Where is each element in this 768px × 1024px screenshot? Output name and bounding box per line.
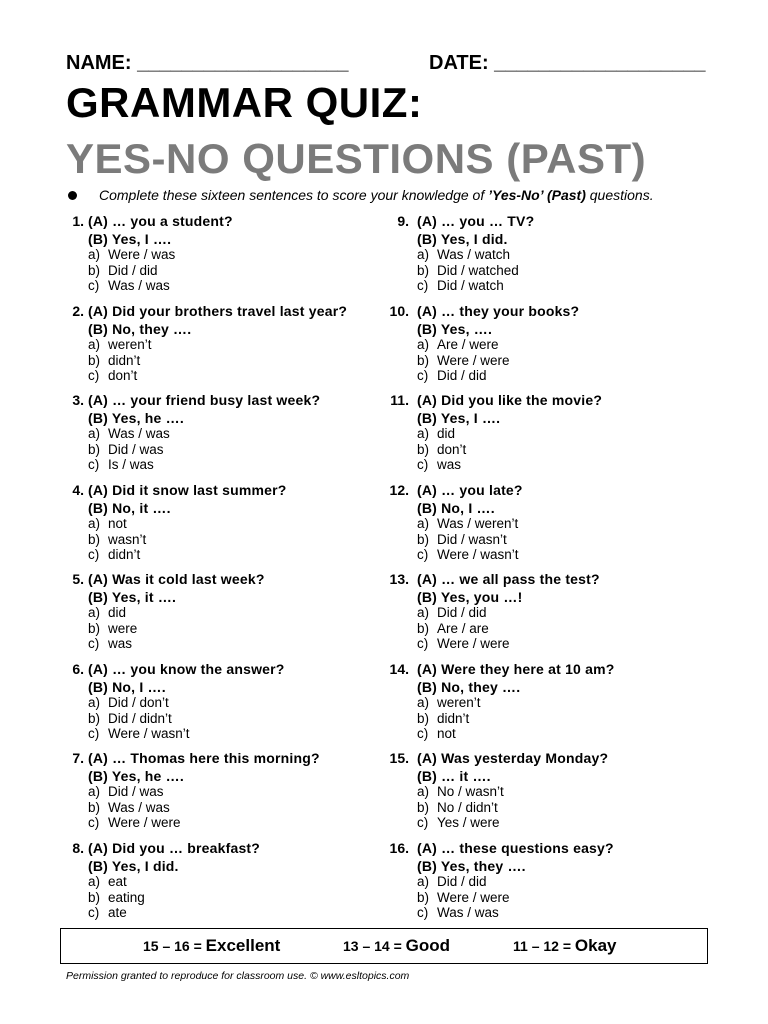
option-letter: b) bbox=[88, 531, 101, 547]
option-letter: b) bbox=[417, 620, 430, 636]
answer-option[interactable] bbox=[88, 442, 320, 458]
option-text: Did / don’t bbox=[108, 695, 169, 710]
answer-option[interactable] bbox=[417, 874, 614, 890]
option-text: Are / were bbox=[437, 337, 499, 352]
option-text: Was / was bbox=[108, 799, 170, 815]
option-text: were bbox=[108, 620, 138, 636]
option-text: Was / was bbox=[437, 905, 499, 920]
answer-option[interactable] bbox=[88, 532, 287, 548]
option-letter: a) bbox=[88, 426, 101, 441]
option-text: eating bbox=[108, 889, 145, 905]
option-letter: a) bbox=[88, 695, 101, 710]
question-prompt: (A) … you know the answer? bbox=[88, 661, 285, 677]
question-number: 10. bbox=[389, 303, 409, 319]
answer-option[interactable] bbox=[88, 547, 287, 563]
option-letter: a) bbox=[417, 516, 430, 531]
option-letter: c) bbox=[88, 278, 100, 293]
option-text: Was / watch bbox=[437, 247, 511, 262]
option-letter: c) bbox=[417, 278, 429, 293]
question-prompt: (A) … you a student? bbox=[88, 213, 233, 229]
option-letter: b) bbox=[417, 889, 430, 905]
option-letter: b) bbox=[88, 799, 101, 815]
answer-option[interactable] bbox=[417, 547, 523, 563]
option-letter: a) bbox=[88, 337, 101, 352]
option-text: don’t bbox=[108, 368, 138, 383]
answer-option[interactable] bbox=[417, 605, 600, 621]
question-prompt: (A) Did you … breakfast? bbox=[88, 840, 261, 856]
option-letter: b) bbox=[88, 620, 101, 636]
option-text: weren’t bbox=[108, 337, 152, 352]
question-number: 4. bbox=[72, 482, 84, 498]
question-response: (B) No, I …. bbox=[88, 678, 166, 695]
answer-option[interactable] bbox=[88, 457, 320, 473]
question-prompt: (A) … these questions easy? bbox=[417, 840, 614, 856]
answer-option[interactable] bbox=[417, 516, 523, 532]
answer-option[interactable] bbox=[417, 337, 579, 353]
instructions-text-before: Complete these sixteen sentences to score your knowledge of bbox=[99, 187, 489, 203]
question-prompt: (A) Were they here at 10 am? bbox=[417, 661, 615, 677]
question-prompt: (A) Did it snow last summer? bbox=[88, 482, 287, 498]
option-letter: a) bbox=[417, 605, 430, 620]
answer-option[interactable] bbox=[88, 636, 265, 652]
option-letter: a) bbox=[417, 247, 430, 262]
option-text: Did / didn’t bbox=[108, 710, 172, 726]
answer-option[interactable] bbox=[88, 368, 347, 384]
question-response: (B) No, it …. bbox=[88, 499, 171, 516]
instructions bbox=[66, 186, 706, 204]
page-subtitle: YES-NO QUESTIONS (PAST) bbox=[66, 135, 647, 182]
option-letter: b) bbox=[417, 531, 430, 547]
option-text: not bbox=[108, 516, 127, 531]
option-letter: b) bbox=[88, 441, 101, 457]
answer-option[interactable] bbox=[88, 874, 260, 890]
answer-option[interactable] bbox=[88, 800, 320, 816]
answer-option[interactable] bbox=[417, 426, 602, 442]
option-text: Were / were bbox=[437, 352, 510, 368]
score-box bbox=[60, 928, 708, 964]
question-number: 5. bbox=[72, 571, 84, 587]
answer-option[interactable] bbox=[417, 621, 600, 637]
option-letter: b) bbox=[417, 352, 430, 368]
option-text: Are / are bbox=[437, 620, 489, 636]
option-text: Is / was bbox=[108, 457, 154, 472]
option-text: No / wasn’t bbox=[437, 784, 504, 799]
score-label: Excellent bbox=[205, 936, 281, 955]
question-number: 7. bbox=[72, 750, 84, 766]
question-prompt: (A) … your friend busy last week? bbox=[88, 392, 321, 408]
option-text: Were / wasn’t bbox=[437, 547, 519, 562]
option-letter: b) bbox=[417, 441, 430, 457]
option-text: was bbox=[108, 636, 133, 651]
option-text: Were / were bbox=[437, 636, 510, 651]
instructions-emphasis: ’Yes-No’ (Past) bbox=[488, 187, 586, 203]
question-response: (B) … it …. bbox=[417, 767, 491, 784]
score-okay bbox=[513, 936, 617, 956]
option-text: Did / was bbox=[108, 441, 164, 457]
answer-option[interactable] bbox=[88, 711, 285, 727]
option-letter: b) bbox=[88, 889, 101, 905]
answer-option[interactable] bbox=[417, 636, 600, 652]
option-text: Did / did bbox=[108, 262, 158, 278]
option-letter: c) bbox=[417, 636, 429, 651]
option-text: Did / wasn’t bbox=[437, 531, 507, 547]
option-letter: c) bbox=[88, 636, 100, 651]
option-text: Did / watched bbox=[437, 262, 519, 278]
question-number: 11. bbox=[390, 392, 409, 408]
question-response: (B) No, they …. bbox=[88, 320, 192, 337]
answer-option[interactable] bbox=[88, 337, 347, 353]
answer-option[interactable] bbox=[417, 784, 608, 800]
answer-option[interactable] bbox=[88, 784, 320, 800]
answer-option[interactable] bbox=[417, 442, 602, 458]
answer-option[interactable] bbox=[417, 457, 602, 473]
option-letter: c) bbox=[417, 905, 429, 920]
question-response: (B) Yes, I did. bbox=[417, 230, 508, 247]
score-excellent bbox=[143, 936, 280, 956]
option-text: Did / did bbox=[437, 874, 487, 889]
score-range: 11 – 12 = bbox=[513, 938, 572, 954]
option-text: don’t bbox=[437, 441, 467, 457]
option-text: Was / weren’t bbox=[437, 516, 519, 531]
question-prompt: (A) … you … TV? bbox=[417, 213, 535, 229]
score-label: Good bbox=[405, 936, 451, 955]
question-prompt: (A) Did you like the movie? bbox=[417, 392, 603, 408]
question-response: (B) Yes, you …! bbox=[417, 588, 523, 605]
option-text: not bbox=[437, 726, 456, 741]
option-letter: b) bbox=[88, 352, 101, 368]
answer-option[interactable] bbox=[417, 368, 579, 384]
score-range: 15 – 16 = bbox=[143, 938, 202, 954]
answer-option[interactable] bbox=[417, 695, 615, 711]
answer-option[interactable] bbox=[88, 695, 285, 711]
name-field-label: NAME: ___________________ bbox=[66, 52, 349, 74]
option-text: ate bbox=[108, 905, 127, 920]
question-number: 16. bbox=[389, 840, 409, 856]
answer-option[interactable] bbox=[417, 263, 534, 279]
instructions-text-after: questions. bbox=[585, 187, 654, 203]
answer-option[interactable] bbox=[417, 890, 614, 906]
option-letter: c) bbox=[417, 457, 429, 472]
answer-option[interactable] bbox=[417, 353, 579, 369]
answer-option[interactable] bbox=[417, 800, 608, 816]
question-response: (B) No, they …. bbox=[417, 678, 521, 695]
option-text: was bbox=[437, 457, 462, 472]
option-letter: a) bbox=[417, 426, 430, 441]
option-letter: b) bbox=[88, 262, 101, 278]
answer-option[interactable] bbox=[417, 815, 608, 831]
option-letter: b) bbox=[417, 710, 430, 726]
question-number: 2. bbox=[72, 303, 84, 319]
answer-option[interactable] bbox=[417, 711, 615, 727]
option-letter: c) bbox=[88, 815, 100, 830]
question-response: (B) Yes, I …. bbox=[88, 230, 172, 247]
answer-option[interactable] bbox=[88, 247, 233, 263]
option-text: eat bbox=[108, 874, 127, 889]
option-text: didn’t bbox=[108, 547, 141, 562]
option-letter: b) bbox=[88, 710, 101, 726]
question-response: (B) Yes, I …. bbox=[417, 409, 501, 426]
option-text: Did / watch bbox=[437, 278, 504, 293]
answer-option[interactable] bbox=[88, 278, 233, 294]
option-letter: c) bbox=[88, 547, 100, 562]
option-text: Did / did bbox=[437, 368, 487, 383]
score-label: Okay bbox=[574, 936, 617, 955]
question-number: 14. bbox=[389, 661, 409, 677]
answer-option[interactable] bbox=[88, 815, 320, 831]
option-letter: c) bbox=[88, 726, 100, 741]
answer-option[interactable] bbox=[417, 905, 614, 921]
option-letter: c) bbox=[88, 457, 100, 472]
question-number: 15. bbox=[389, 750, 409, 766]
question-response: (B) Yes, I did. bbox=[88, 857, 179, 874]
option-letter: a) bbox=[88, 247, 101, 262]
question-number: 13. bbox=[389, 571, 409, 587]
page-title: GRAMMAR QUIZ: bbox=[66, 79, 423, 126]
question-prompt: (A) Was yesterday Monday? bbox=[417, 750, 609, 766]
question-number: 9. bbox=[397, 213, 409, 229]
option-letter: c) bbox=[417, 368, 429, 383]
footer-permission: Permission granted to reproduce for classroom use. © www.esltopics.com bbox=[66, 970, 410, 982]
question-number: 12. bbox=[389, 482, 409, 498]
option-text: did bbox=[108, 605, 127, 620]
option-letter: a) bbox=[88, 784, 101, 799]
bullet-icon bbox=[68, 191, 77, 200]
option-text: weren’t bbox=[437, 695, 481, 710]
option-text: didn’t bbox=[108, 352, 141, 368]
answer-option[interactable] bbox=[417, 726, 615, 742]
answer-option[interactable] bbox=[88, 726, 285, 742]
option-text: Did / did bbox=[437, 605, 487, 620]
answer-option[interactable] bbox=[88, 353, 347, 369]
option-letter: a) bbox=[88, 605, 101, 620]
question-response: (B) Yes, …. bbox=[417, 320, 493, 337]
option-text: did bbox=[437, 426, 456, 441]
answer-option[interactable] bbox=[88, 516, 287, 532]
answer-option[interactable] bbox=[417, 247, 534, 263]
question-prompt: (A) … they your books? bbox=[417, 303, 580, 319]
answer-option[interactable] bbox=[88, 605, 265, 621]
option-letter: a) bbox=[88, 874, 101, 889]
question-prompt: (A) Was it cold last week? bbox=[88, 571, 265, 587]
option-text: Did / was bbox=[108, 784, 164, 799]
option-text: Was / was bbox=[108, 278, 170, 293]
answer-option[interactable] bbox=[417, 532, 523, 548]
date-field-label: DATE: ___________________ bbox=[429, 52, 706, 74]
option-text: Yes / were bbox=[437, 815, 500, 830]
option-letter: b) bbox=[417, 262, 430, 278]
question-prompt: (A) Did your brothers travel last year? bbox=[88, 303, 348, 319]
option-letter: a) bbox=[417, 695, 430, 710]
question-number: 8. bbox=[72, 840, 84, 856]
question-number: 6. bbox=[72, 661, 84, 677]
option-text: Were / was bbox=[108, 247, 176, 262]
option-text: Were / wasn’t bbox=[108, 726, 190, 741]
option-text: didn’t bbox=[437, 710, 470, 726]
option-letter: c) bbox=[88, 905, 100, 920]
answer-option[interactable] bbox=[88, 263, 233, 279]
answer-option[interactable] bbox=[88, 905, 260, 921]
option-letter: c) bbox=[417, 815, 429, 830]
question-number: 1. bbox=[72, 213, 84, 229]
question-response: (B) Yes, they …. bbox=[417, 857, 526, 874]
answer-option[interactable] bbox=[88, 426, 320, 442]
option-letter: a) bbox=[417, 337, 430, 352]
question-prompt: (A) … Thomas here this morning? bbox=[88, 750, 320, 766]
option-letter: a) bbox=[88, 516, 101, 531]
question-prompt: (A) … we all pass the test? bbox=[417, 571, 600, 587]
option-letter: a) bbox=[417, 784, 430, 799]
option-letter: c) bbox=[417, 726, 429, 741]
question-response: (B) Yes, it …. bbox=[88, 588, 177, 605]
answer-option[interactable] bbox=[88, 621, 265, 637]
score-range: 13 – 14 = bbox=[343, 938, 402, 954]
option-text: Was / was bbox=[108, 426, 170, 441]
answer-option[interactable] bbox=[88, 890, 260, 906]
header-row bbox=[66, 52, 706, 78]
question-number: 3. bbox=[72, 392, 84, 408]
question-prompt: (A) … you late? bbox=[417, 482, 523, 498]
option-text: No / didn’t bbox=[437, 799, 498, 815]
option-letter: c) bbox=[417, 547, 429, 562]
question-response: (B) Yes, he …. bbox=[88, 767, 184, 784]
question-response: (B) No, I …. bbox=[417, 499, 495, 516]
option-text: Were / were bbox=[437, 889, 510, 905]
option-letter: a) bbox=[417, 874, 430, 889]
option-text: Were / were bbox=[108, 815, 181, 830]
score-good bbox=[343, 936, 450, 956]
answer-option[interactable] bbox=[417, 278, 534, 294]
option-letter: c) bbox=[88, 368, 100, 383]
question-response: (B) Yes, he …. bbox=[88, 409, 184, 426]
option-letter: b) bbox=[417, 799, 430, 815]
option-text: wasn’t bbox=[108, 531, 147, 547]
